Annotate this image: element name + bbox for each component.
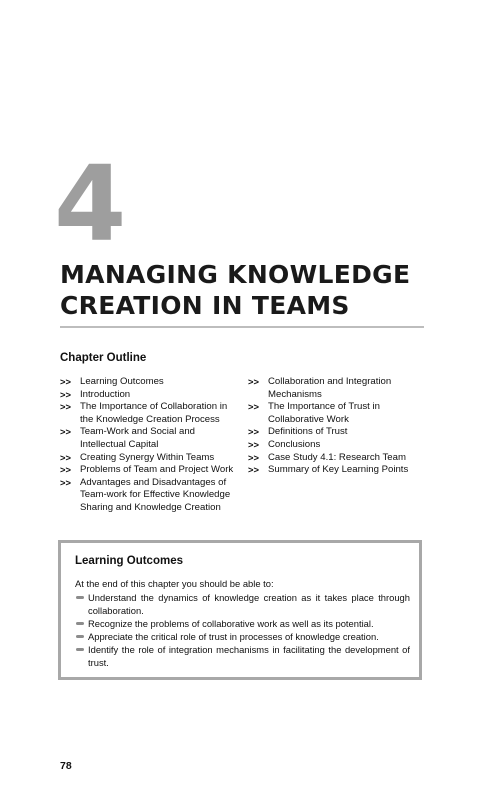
learning-outcome-item: Understand the dynamics of knowledge creation as it takes place through collaboration. bbox=[75, 591, 410, 617]
outline-marker: >> bbox=[60, 476, 71, 488]
chapter-title: MANAGING KNOWLEDGE CREATION IN TEAMS bbox=[60, 260, 411, 320]
learning-outcome-item: Recognize the problems of collaborative work as well as its potential. bbox=[75, 617, 410, 630]
outline-right-column bbox=[248, 376, 428, 477]
outline-marker: >> bbox=[60, 464, 71, 476]
outline-marker: >> bbox=[248, 464, 259, 476]
bullet-dash-icon bbox=[75, 617, 88, 630]
outline-marker: >> bbox=[248, 426, 259, 438]
learning-outcome-item: Identify the role of integration mechanisms in facilitating the development of trust. bbox=[75, 643, 410, 669]
outline-item: >> Definitions of Trust bbox=[248, 426, 348, 438]
bullet-dash-icon bbox=[75, 630, 88, 643]
chapter-number: 4 bbox=[54, 143, 125, 265]
outline-heading: Chapter Outline bbox=[60, 352, 147, 364]
outline-item: >> Collaboration and Integration Mechanisms bbox=[248, 376, 392, 400]
outline-item: >> Case Study 4.1: Research Team bbox=[248, 451, 406, 463]
learning-outcomes-list bbox=[75, 591, 410, 669]
learning-outcomes-intro: At the end of this chapter you should be able to: bbox=[75, 578, 274, 589]
outline-marker: >> bbox=[60, 401, 71, 413]
outline-marker: >> bbox=[60, 388, 71, 400]
outline-marker: >> bbox=[248, 438, 259, 450]
outline-item: >> The Importance of Collaboration in the Knowledge Creation Process bbox=[60, 401, 228, 425]
outline-left-column bbox=[60, 376, 240, 515]
outline-marker: >> bbox=[248, 451, 259, 463]
outline-item: >> Introduction bbox=[60, 388, 131, 400]
outline-marker: >> bbox=[248, 376, 259, 387]
outline-item: >> Team-Work and Social and Intellectual Capital bbox=[60, 426, 196, 450]
outline-marker: >> bbox=[60, 426, 71, 438]
outline-marker: >> bbox=[248, 401, 259, 413]
outline-item: >> Summary of Key Learning Points bbox=[248, 464, 409, 476]
learning-outcomes-heading: Learning Outcomes bbox=[75, 555, 183, 567]
bullet-dash-icon bbox=[75, 591, 88, 617]
page-number: 78 bbox=[60, 760, 72, 772]
outline-item: >> Advantages and Disadvantages of Team-work for Effective Knowledge Sharing and Knowledge Creation bbox=[60, 476, 231, 513]
bullet-dash-icon bbox=[75, 643, 88, 669]
title-divider bbox=[60, 326, 424, 328]
outline-item: >> Learning Outcomes bbox=[60, 376, 164, 387]
outline-item: >> Conclusions bbox=[248, 438, 321, 450]
outline-item: >> The Importance of Trust in Collaborative Work bbox=[248, 401, 380, 425]
learning-outcome-item: Appreciate the critical role of trust in processes of knowledge creation. bbox=[75, 630, 410, 643]
outline-item: >> Problems of Team and Project Work bbox=[60, 464, 234, 476]
learning-outcomes-box bbox=[58, 540, 422, 680]
outline-item: >> Creating Synergy Within Teams bbox=[60, 451, 215, 463]
outline-marker: >> bbox=[60, 451, 71, 463]
outline-marker: >> bbox=[60, 376, 71, 387]
